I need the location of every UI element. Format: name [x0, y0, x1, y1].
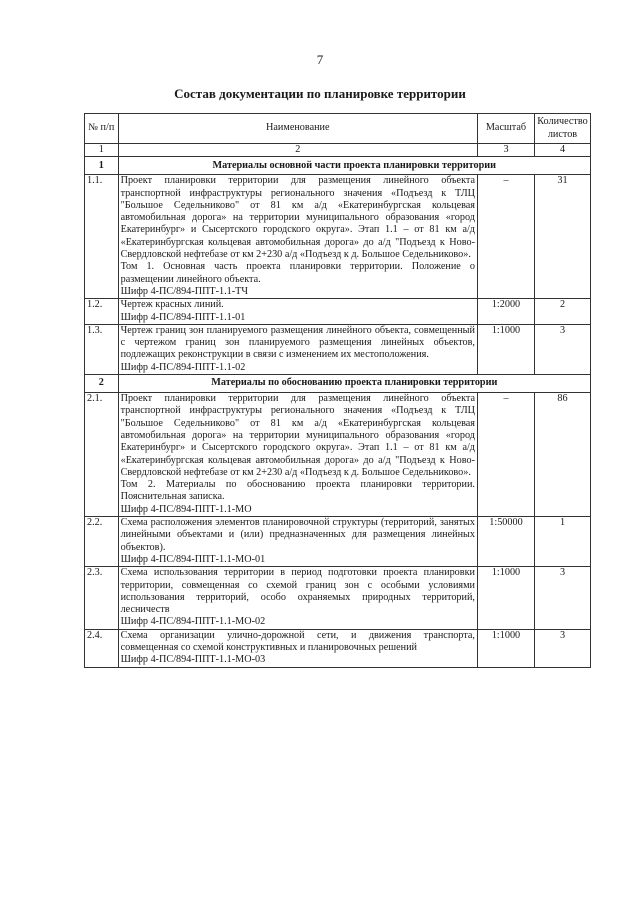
row-count: 3	[534, 629, 590, 667]
table-row	[85, 567, 591, 629]
row-name	[118, 567, 477, 629]
row-scale: –	[477, 175, 534, 299]
row-number: 1.2.	[85, 299, 119, 325]
row-number: 1.3.	[85, 324, 119, 374]
table-row	[85, 299, 591, 325]
row-scale: 1:1000	[477, 324, 534, 374]
index-cell: 3	[477, 144, 534, 157]
column-index-row	[85, 144, 591, 157]
row-name	[118, 629, 477, 667]
index-cell: 4	[534, 144, 590, 157]
header-scale: Масштаб	[477, 114, 534, 144]
row-scale: 1:50000	[477, 517, 534, 567]
row-count: 31	[534, 175, 590, 299]
row-name	[118, 517, 477, 567]
documentation-table	[84, 113, 591, 668]
row-count: 86	[534, 393, 590, 517]
row-text: Чертеж границ зон планируемого размещения линейного объекта, совмещенный с чертежом границ зон планируемого размещения линейных объектов, подлежащих реконструкции в связи с изменением их местоположения.	[120, 324, 475, 361]
row-extra: Том 2. Материалы по обоснованию проекта планировки территории. Пояснительная записка.	[120, 479, 475, 503]
index-cell: 1	[85, 144, 119, 157]
table-row	[85, 517, 591, 567]
row-text: Чертеж красных линий.	[120, 299, 224, 311]
table-row	[85, 393, 591, 517]
row-cipher: Шифр 4-ПС/894-ППТ-1.1-МО-01	[120, 553, 266, 565]
section-title: Материалы по обоснованию проекта планировки территории	[118, 375, 590, 393]
row-cipher: Шифр 4-ПС/894-ППТ-1.1-МО-02	[120, 616, 266, 628]
row-extra: Том 1. Основная часть проекта планировки территории. Положение о размещении линейного объекта.	[120, 261, 475, 285]
row-cipher: Шифр 4-ПС/894-ППТ-1.1-01	[120, 311, 246, 323]
row-cipher: Шифр 4-ПС/894-ППТ-1.1-МО	[120, 503, 252, 515]
row-text: Проект планировки территории для размещения линейного объекта транспортной инфраструктуры регионального значения «Подъезд к ТЛЦ "Большое Седельниково" от 81 км а/д «Екатеринбургская кольцевая автомобильная дорога» на территории муниципального образования «город Екатеринбург» и Сысертского городского округа». Этап 1.1 – от 81 км а/д «Екатеринбургская кольцевая автомобильная дорога» до а/д "Подъезд к Ново-Свердловской нефтебазе от км 2+230 а/д «Подъезд к д. Большое Седельниково».	[120, 175, 475, 261]
table-row	[85, 175, 591, 299]
row-name	[118, 324, 477, 374]
row-number: 2.3.	[85, 567, 119, 629]
header-num: № п/п	[85, 114, 119, 144]
section-number: 1	[85, 157, 119, 175]
row-cipher: Шифр 4-ПС/894-ППТ-1.1-ТЧ	[120, 285, 249, 297]
row-text: Схема расположения элементов планировочной структуры (территорий, занятых линейными объектами и (или) предназначенных для размещения линейных объектов).	[120, 517, 475, 553]
row-name	[118, 299, 477, 325]
row-scale: 1:1000	[477, 567, 534, 629]
row-count: 3	[534, 324, 590, 374]
section-number: 2	[85, 375, 119, 393]
row-number: 2.2.	[85, 517, 119, 567]
row-text: Схема использования территории в период подготовки проекта планировки территории, совмещенная со схемой границ зон с особыми условиями использования территорий, особо охраняемых природных территорий, лесничеств	[120, 567, 475, 616]
row-scale: 1:2000	[477, 299, 534, 325]
section-row	[85, 157, 591, 175]
row-name	[118, 393, 477, 517]
section-row	[85, 375, 591, 393]
row-name	[118, 175, 477, 299]
row-number: 2.1.	[85, 393, 119, 517]
row-cipher: Шифр 4-ПС/894-ППТ-1.1-МО-03	[120, 654, 266, 666]
row-number: 2.4.	[85, 629, 119, 667]
section-title: Материалы основной части проекта планировки территории	[118, 157, 590, 175]
document-title: Состав документации по планировке территории	[174, 86, 466, 101]
table-row	[85, 324, 591, 374]
row-scale: 1:1000	[477, 629, 534, 667]
header-count: Количество листов	[534, 114, 590, 144]
row-count: 1	[534, 517, 590, 567]
page-number: 7	[316, 52, 324, 67]
row-count: 2	[534, 299, 590, 325]
row-text: Схема организации улично-дорожной сети, и движения транспорта, совмещенная со схемой конструктивных и планировочных решений	[120, 629, 475, 653]
table-row	[85, 629, 591, 667]
header-name: Наименование	[118, 114, 477, 144]
row-text: Проект планировки территории для размещения линейного объекта транспортной инфраструктуры регионального значения «Подъезд к ТЛЦ "Большое Седельниково" от 81 км а/д «Екатеринбургская кольцевая автомобильная дорога» на территории муниципального образования «город Екатеринбург» и Сысертского городского округа». Этап 1.1 – от 81 км а/д «Екатеринбургская кольцевая автомобильная дорога» до а/д "Подъезд к Ново-Свердловской нефтебазе от км 2+230 а/д «Подъезд к д. Большое Седельниково».	[120, 393, 475, 478]
index-cell: 2	[118, 144, 477, 157]
row-count: 3	[534, 567, 590, 629]
row-cipher: Шифр 4-ПС/894-ППТ-1.1-02	[120, 361, 246, 373]
row-number: 1.1.	[85, 175, 119, 299]
row-scale: –	[477, 393, 534, 517]
